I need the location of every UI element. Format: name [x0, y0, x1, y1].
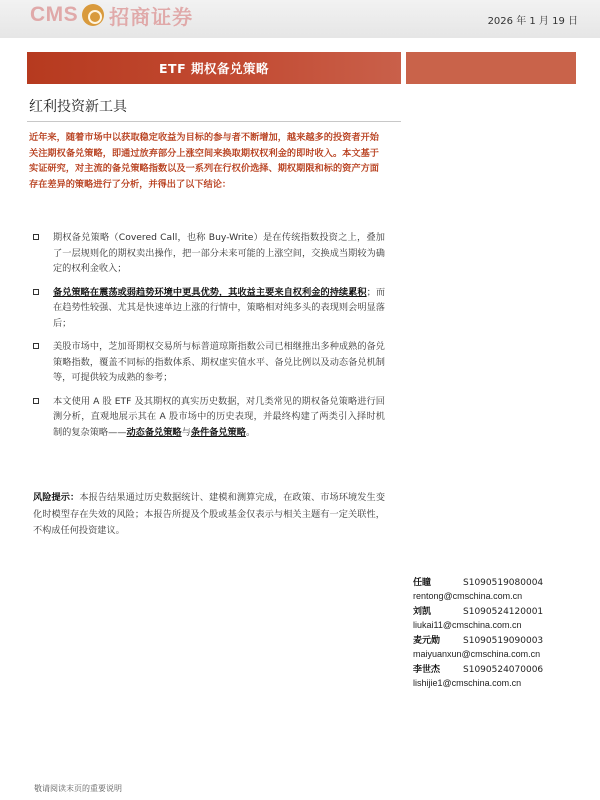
risk-label: 风险提示： [33, 492, 80, 503]
analyst-cert-number: S1090524120001 [463, 607, 544, 617]
analyst-email[interactable]: liukai11@cmschina.com.cn [413, 620, 522, 630]
bullet-highlight: 条件备兑策略 [190, 426, 246, 438]
logo-text: CMS [30, 3, 79, 26]
conclusion-list [33, 230, 385, 448]
summary-paragraph: 近年来，随着市场中以获取稳定收益为目标的参与者不断增加，越来越多的投资者开始关注期权备兑策略，即通过放弃部分上涨空间来换取期权权利金的即时收入。本文基于实证研究，对主流的备兑策略指数以及一系列在行权价选择、期权期限和标的资产方面存在差异的策略进行了分析，并得出了以下结论： [29, 132, 379, 190]
bullet-square-icon [33, 289, 39, 295]
analyst-name: 麦元勋 [413, 636, 441, 646]
analyst-entry [413, 606, 588, 632]
bullet-connector: 与 [181, 426, 191, 438]
bullet-square-icon [33, 234, 39, 240]
analyst-name: 任瞳 [413, 578, 432, 588]
analyst-email[interactable]: rentong@cmschina.com.cn [413, 591, 523, 601]
bullet-square-icon [33, 343, 39, 349]
analyst-cert-number: S1090519090003 [463, 636, 544, 646]
analyst-entry [413, 577, 588, 603]
list-item [33, 394, 385, 441]
report-subtitle: 红利投资新工具 [29, 99, 127, 115]
risk-warning [33, 490, 385, 540]
page-header [0, 0, 600, 38]
bullet-highlight: 备兑策略在震荡或弱趋势环境中更具优势，其收益主要来自权利金的持续累积 [53, 286, 367, 298]
logo-mark-icon [82, 4, 104, 26]
logo-chinese-text: 招商证券 [109, 4, 194, 29]
risk-text: 本报告结果通过历史数据统计、建模和测算完成，在政策、市场环境发生变化时模型存在失效的风险；本报告所提及个股或基金仅表示与相关主题有一定关联性，不构成任何投资建议。 [33, 492, 386, 536]
bullet-text: 美股市场中，芝加哥期权交易所与标普道琼斯指数公司已相继推出多种成熟的备兑策略指数，覆盖不同标的指数体系、期权虚实值水平、备兑比例以及动态备兑机制等，可提供较为成熟的参考； [53, 341, 385, 383]
title-bar [27, 52, 401, 84]
bullet-text: ；而在趋势性较强、尤其是快速单边上涨的行情中，策略相对纯多头的表现则会明显落后； [53, 286, 386, 329]
page-footer: 敬请阅读末页的重要说明 [34, 784, 122, 793]
analyst-email[interactable]: lishijie1@cmschina.com.cn [413, 678, 522, 688]
company-logo [30, 0, 193, 30]
bullet-text: 期权备兑策略（Covered Call，也称 Buy-Write）是在传统指数投资之上，叠加了一层规则化的期权卖出操作，把一部分未来可能的上涨空间，交换成当期较为确定的权利金收入； [53, 232, 385, 274]
analyst-name: 李世杰 [413, 665, 441, 675]
analyst-cert-number: S1090524070006 [463, 665, 544, 675]
report-title: ETF 期权备兑策略 [159, 61, 269, 76]
bullet-highlight: 动态备兑策略 [126, 426, 182, 438]
analyst-panel [413, 577, 588, 693]
bullet-square-icon [33, 398, 39, 404]
analyst-name: 刘凯 [413, 607, 432, 617]
bullet-text-end: 。 [245, 426, 256, 438]
list-item [33, 285, 385, 332]
analyst-cert-number: S1090519080004 [463, 578, 544, 588]
bullet-text: 本文使用 A 股 ETF 及其期权的真实历史数据，对几类常见的期权备兑策略进行回测分析，直观地展示其在 A 股市场中的历史表现，并最终构建了两类引入择时机制的复杂策略—— [53, 395, 385, 438]
report-date: 2026 年 1 月 19 日 [487, 16, 578, 27]
analyst-entry [413, 635, 588, 661]
list-item [33, 230, 385, 277]
title-bar-accent [406, 52, 576, 84]
analyst-email[interactable]: maiyuanxun@cmschina.com.cn [413, 649, 541, 659]
list-item [33, 339, 385, 386]
divider [27, 121, 401, 122]
analyst-entry [413, 664, 588, 690]
